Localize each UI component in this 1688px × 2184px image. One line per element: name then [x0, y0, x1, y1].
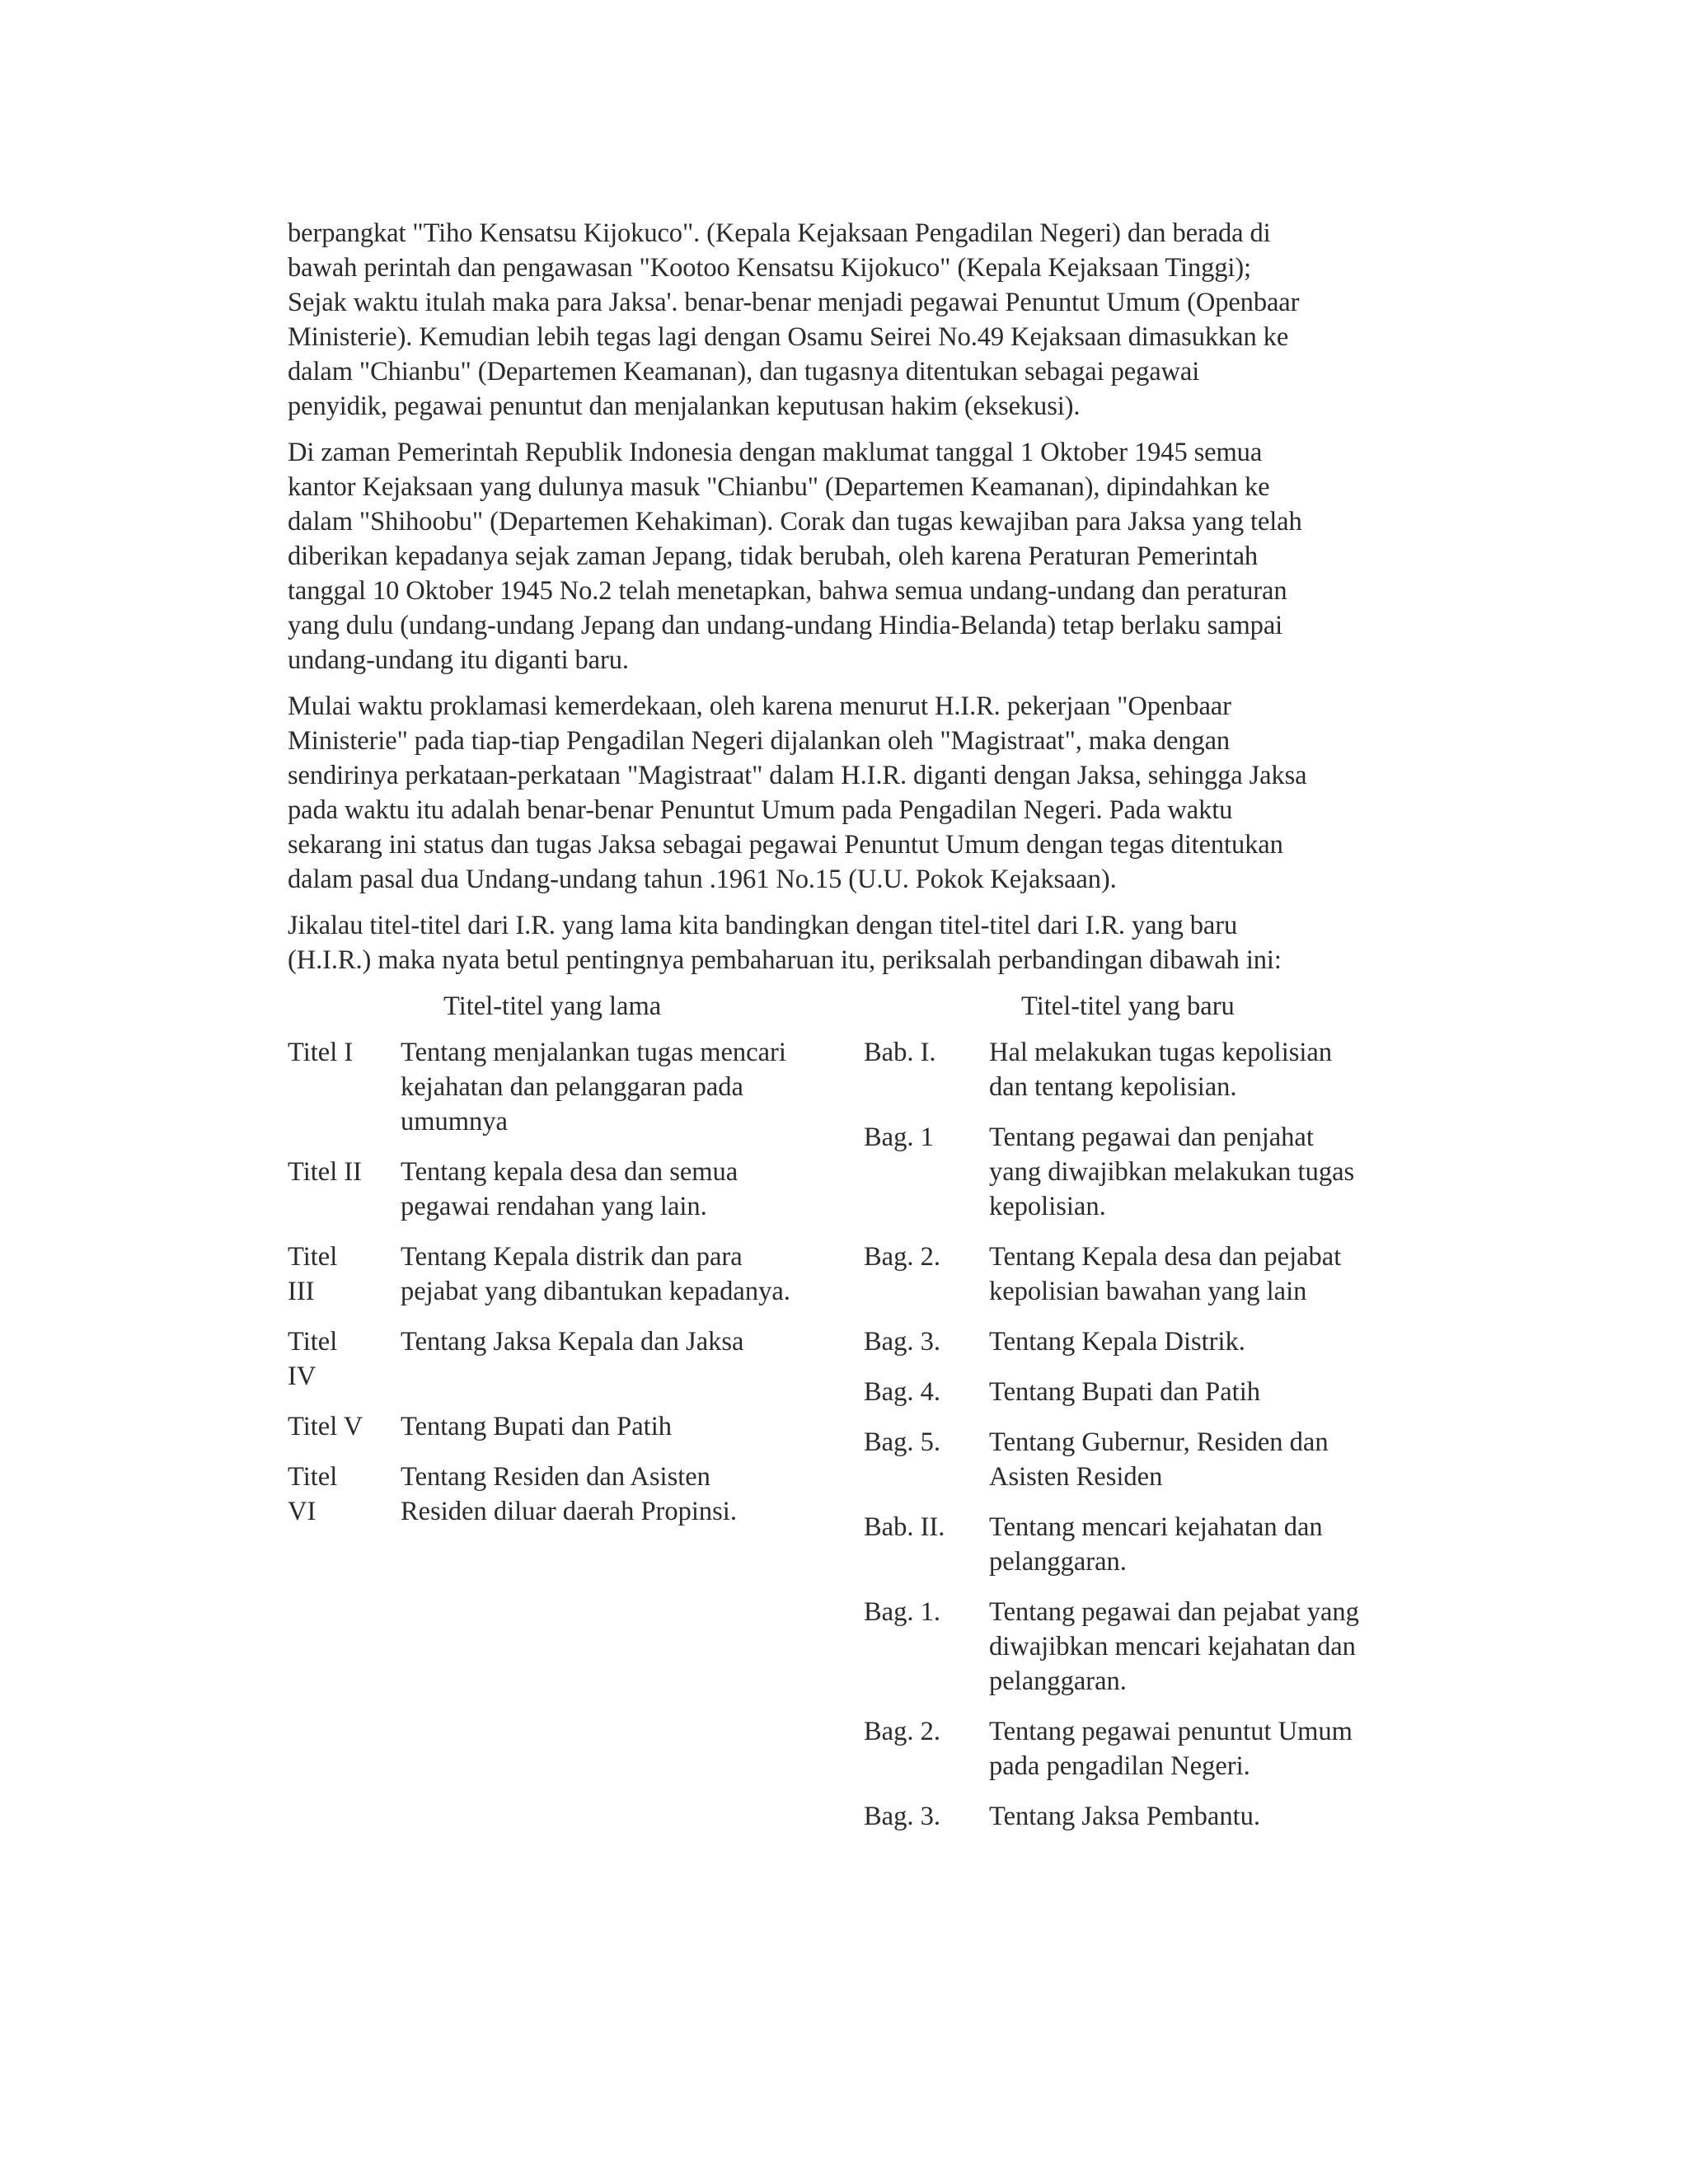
new-titles-heading: Titel-titel yang baru [1021, 991, 1235, 1021]
new-title-description [989, 1595, 1359, 1699]
label-line: Titel [288, 1242, 338, 1272]
old-title-description [401, 1409, 672, 1444]
new-title-description [989, 1714, 1353, 1783]
new-title-label: Bag. 5. [864, 1427, 940, 1457]
old-title-description [401, 1035, 786, 1139]
label-line: Titel [288, 1327, 338, 1357]
description-line: kejahatan dan pelanggaran pada [401, 1072, 743, 1102]
text-line: Ministerie). Kemudian lebih tegas lagi dengan Osamu Seirei No.49 Kejaksaan dimasukkan ke [288, 322, 1289, 352]
new-title-label: Bag. 4. [864, 1377, 940, 1407]
description-line: Tentang Bupati dan Patih [989, 1377, 1260, 1407]
comparison-table [288, 989, 1417, 1831]
description-line: Hal melakukan tugas kepolisian [989, 1038, 1333, 1067]
text-line: kantor Kejaksaan yang dulunya masuk "Chianbu" (Departemen Keamanan), dipindahkan ke [288, 472, 1270, 502]
label-line: III [288, 1277, 315, 1306]
new-title-description [989, 1035, 1332, 1104]
new-title-description [989, 1425, 1329, 1494]
text-line: bawah perintah dan pengawasan "Kootoo Kensatsu Kijokuco" (Kepala Kejaksaan Tinggi); [288, 253, 1251, 283]
old-title-label [288, 1155, 395, 1189]
paragraph-3 [288, 689, 1417, 897]
old-title-description [401, 1324, 743, 1359]
new-title-description [989, 1120, 1354, 1224]
text-line: dalam "Shihoobu" (Departemen Kehakiman). Corak dan tugas kewajiban para Jaksa yang telah [288, 507, 1302, 537]
label-line: IV [288, 1361, 316, 1391]
text-line: Ministerie" pada tiap-tiap Pengadilan Negeri dijalankan oleh "Magistraat", maka dengan [288, 726, 1231, 756]
description-line: pada pengadilan Negeri. [989, 1751, 1250, 1781]
new-title-label: Bag. 1 [864, 1122, 934, 1152]
description-line: Tentang mencari kejahatan dan [989, 1512, 1323, 1542]
new-title-label: Bag. 3. [864, 1327, 940, 1357]
description-line: Tentang Kepala Distrik. [989, 1327, 1245, 1357]
old-title-description [401, 1240, 790, 1309]
comparison-header [288, 989, 1417, 1035]
new-title-description [989, 1240, 1341, 1309]
text-line: undang-undang itu diganti baru. [288, 645, 629, 675]
description-line: Tentang Bupati dan Patih [401, 1412, 672, 1441]
text-line: sendirinya perkataan-perkataan "Magistraat" dalam H.I.R. diganti dengan Jaksa, sehingga Jaksa [288, 761, 1307, 790]
description-line: Tentang Residen dan Asisten [401, 1462, 710, 1492]
old-title-label [288, 1324, 395, 1394]
description-line: pegawai rendahan yang lain. [401, 1192, 707, 1221]
label-line: VI [288, 1497, 316, 1526]
old-titles-heading: Titel-titel yang lama [443, 991, 662, 1021]
description-line: Tentang kepala desa dan semua [401, 1157, 738, 1187]
paragraph-4 [288, 908, 1417, 977]
description-line: Residen diluar daerah Propinsi. [401, 1497, 737, 1526]
new-title-label: Bag. 1. [864, 1597, 940, 1627]
text-line: berpangkat "Tiho Kensatsu Kijokuco". (Kepala Kejaksaan Pengadilan Negeri) dan berada di [288, 218, 1271, 248]
description-line: pelanggaran. [989, 1547, 1127, 1577]
label-line: Titel II [288, 1157, 362, 1187]
new-title-label: Bab. I. [864, 1038, 936, 1067]
label-line: Titel I [288, 1038, 354, 1067]
old-title-label [288, 1460, 395, 1529]
paragraph-1 [288, 216, 1417, 424]
description-line: Tentang Jaksa Pembantu. [989, 1802, 1260, 1831]
text-line: Sejak waktu itulah maka para Jaksa'. benar-benar menjadi pegawai Penuntut Umum (Openbaar [288, 288, 1300, 317]
new-title-label: Bab. II. [864, 1512, 945, 1542]
label-line: Titel [288, 1462, 338, 1492]
new-title-description [989, 1375, 1260, 1409]
description-line: Asisten Residen [989, 1462, 1163, 1492]
description-line: Tentang Jaksa Kepala dan Jaksa [401, 1327, 744, 1357]
description-line: kepolisian bawahan yang lain [989, 1277, 1307, 1306]
body-text [288, 216, 1417, 977]
description-line: Tentang menjalankan tugas mencari [401, 1038, 786, 1067]
text-line: penyidik, pegawai penuntut dan menjalankan keputusan hakim (eksekusi). [288, 391, 1081, 421]
text-line: yang dulu (undang-undang Jepang dan undang-undang Hindia-Belanda) tetap berlaku sampai [288, 611, 1283, 640]
text-line: sekarang ini status dan tugas Jaksa sebagai pegawai Penuntut Umum dengan tegas ditentukan [288, 830, 1283, 860]
text-line: Mulai waktu proklamasi kemerdekaan, oleh karena menurut H.I.R. pekerjaan "Openbaar [288, 691, 1231, 721]
new-title-description [989, 1510, 1323, 1579]
text-line: dalam pasal dua Undang-undang tahun .1961 No.15 (U.U. Pokok Kejaksaan). [288, 865, 1117, 894]
description-line: pelanggaran. [989, 1666, 1127, 1696]
paragraph-2 [288, 435, 1417, 677]
old-title-label [288, 1409, 395, 1444]
text-line: pada waktu itu adalah benar-benar Penuntut Umum pada Pengadilan Negeri. Pada waktu [288, 795, 1233, 825]
description-line: Tentang pegawai dan penjahat [989, 1122, 1314, 1152]
text-line: tanggal 10 Oktober 1945 No.2 telah menetapkan, bahwa semua undang-undang dan peraturan [288, 576, 1287, 606]
text-line: Di zaman Pemerintah Republik Indonesia dengan maklumat tanggal 1 Oktober 1945 semua [288, 438, 1263, 467]
text-line: Jikalau titel-titel dari I.R. yang lama kita bandingkan dengan titel-titel dari I.R. yang baru [288, 911, 1238, 940]
description-line: Tentang Gubernur, Residen dan [989, 1427, 1329, 1457]
document-page [288, 216, 1417, 1831]
new-title-label: Bag. 2. [864, 1242, 940, 1272]
text-line: (H.I.R.) maka nyata betul pentingnya pembaharuan itu, periksalah perbandingan dibawah ini: [288, 945, 1282, 975]
text-line: diberikan kepadanya sejak zaman Jepang, tidak berubah, oleh karena Peraturan Pemerintah [288, 541, 1259, 571]
old-title-description [401, 1155, 738, 1224]
description-line: umumnya [401, 1107, 508, 1137]
old-title-description [401, 1460, 737, 1529]
new-title-label: Bag. 3. [864, 1802, 940, 1831]
new-title-description [989, 1799, 1260, 1834]
text-line: dalam "Chianbu" (Departemen Keamanan), dan tugasnya ditentukan sebagai pegawai [288, 357, 1200, 387]
old-title-label [288, 1035, 395, 1070]
description-line: dan tentang kepolisian. [989, 1072, 1237, 1102]
description-line: yang diwajibkan melakukan tugas [989, 1157, 1355, 1187]
old-title-label [288, 1240, 395, 1309]
description-line: pejabat yang dibantukan kepadanya. [401, 1277, 790, 1306]
label-line: Titel V [288, 1412, 363, 1441]
new-title-description [989, 1324, 1245, 1359]
description-line: Tentang pegawai dan pejabat yang [989, 1597, 1359, 1627]
new-title-label: Bag. 2. [864, 1717, 940, 1746]
description-line: diwajibkan mencari kejahatan dan [989, 1632, 1356, 1661]
description-line: Tentang pegawai penuntut Umum [989, 1717, 1353, 1746]
description-line: Tentang Kepala desa dan pejabat [989, 1242, 1342, 1272]
description-line: kepolisian. [989, 1192, 1106, 1221]
description-line: Tentang Kepala distrik dan para [401, 1242, 743, 1272]
